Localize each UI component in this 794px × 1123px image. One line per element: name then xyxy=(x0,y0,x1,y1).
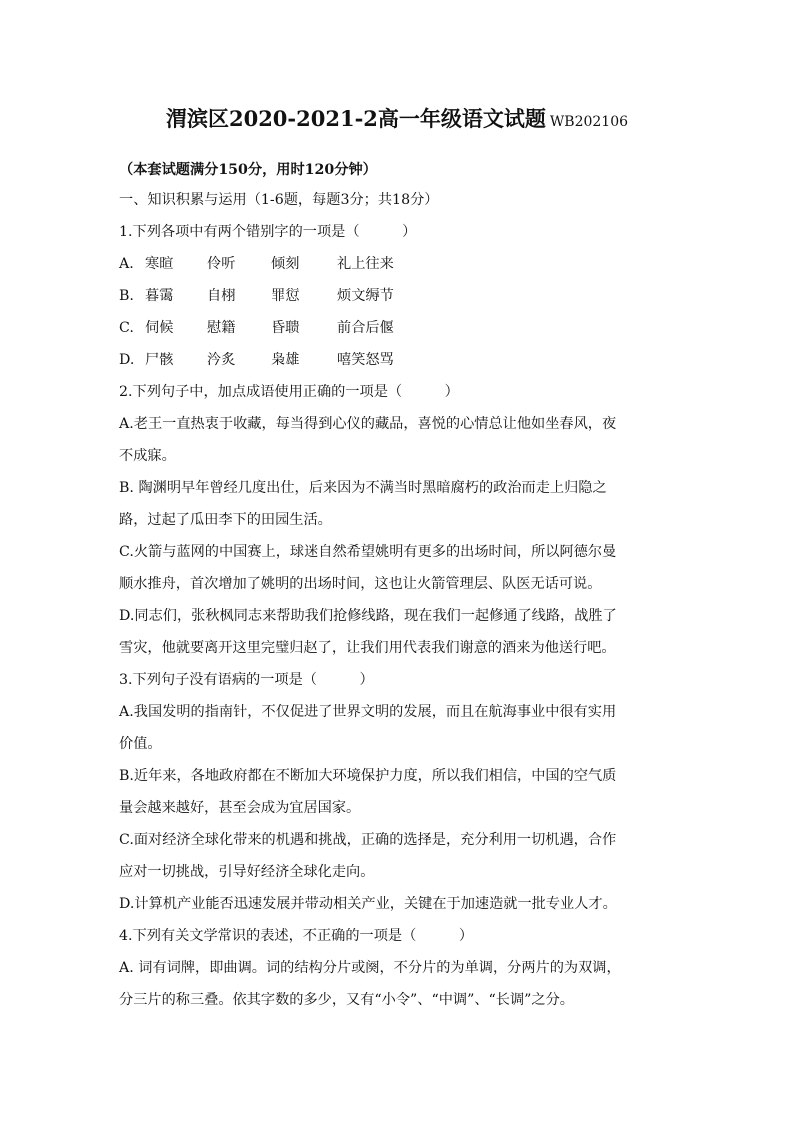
question-1-option-c xyxy=(119,318,679,338)
question-2-line: A.老王一直热衷于收藏，每当得到心仪的藏品，喜悦的心情总让他如坐春风，夜 xyxy=(119,416,617,432)
option-label: D. xyxy=(119,352,135,368)
question-3-line: 应对一切挑战，引导好经济全球化走向。 xyxy=(119,864,375,880)
option-word: 昏聩 xyxy=(271,320,300,336)
option-label: B. xyxy=(119,288,134,304)
question-1-stem: 1.下列各项中有两个错别字的一项是（ ） xyxy=(119,224,417,240)
question-2-line: C.火箭与蓝网的中国赛上，球迷自然希望姚明有更多的出场时间，所以阿德尔曼 xyxy=(119,544,617,560)
option-word: 烦文缛节 xyxy=(337,288,394,304)
question-3-line: C.面对经济全球化带来的机遇和挑战，正确的选择是，充分利用一切机遇，合作 xyxy=(119,832,617,848)
option-word: 尸骸 xyxy=(145,352,174,368)
question-2-line: D.同志们，张秋枫同志来帮助我们抢修线路，现在我们一起修通了线路，战胜了 xyxy=(119,608,617,624)
question-2-line: 路，过起了瓜田李下的田园生活。 xyxy=(119,512,332,528)
question-4-stem: 4.下列有关文学常识的表述，不正确的一项是（ ） xyxy=(119,928,474,944)
option-word: 礼上往来 xyxy=(337,256,394,272)
question-3-line: 量会越来越好，甚至会成为宜居国家。 xyxy=(119,800,361,816)
option-word: 暮霭 xyxy=(145,288,174,304)
question-3-line: D.计算机产业能否迅速发展并带动相关产业，关键在于加速造就一批专业人才。 xyxy=(119,896,617,912)
question-2-line: 雪灾，他就要离开这里完璧归赵了，让我们用代表我们谢意的酒来为他送行吧。 xyxy=(119,640,616,656)
question-1-option-b xyxy=(119,286,679,306)
question-1-option-d xyxy=(119,350,679,370)
option-word: 枭雄 xyxy=(271,352,300,368)
option-word: 伺候 xyxy=(145,320,174,336)
question-3-stem: 3.下列句子没有语病的一项是（ ） xyxy=(119,672,374,688)
question-2-line: 顺水推舟，首次增加了姚明的出场时间，这也让火箭管理层、队医无话可说。 xyxy=(119,576,602,592)
subtitle: （本套试题满分150分，用时120分钟） xyxy=(119,162,377,178)
option-word: 自栩 xyxy=(207,288,236,304)
option-label: C. xyxy=(119,320,134,336)
option-word: 寒暄 xyxy=(145,256,174,272)
question-3-line: B.近年来，各地政府都在不断加大环境保护力度，所以我们相信，中国的空气质 xyxy=(119,768,617,784)
section-heading: 一、知识积累与运用（1-6题，每题3分；共18分） xyxy=(119,192,439,208)
question-4-line: 分三片的称三叠。依其字数的多少，又有“小令”、“中调”、“长调”之分。 xyxy=(119,992,574,1008)
exam-code: WB202106 xyxy=(549,114,629,130)
option-word: 罪愆 xyxy=(271,288,300,304)
option-label: A. xyxy=(119,256,134,272)
question-3-line: A.我国发明的指南针，不仅促进了世界文明的发展，而且在航海事业中很有实用 xyxy=(119,704,617,720)
question-2-line: B. 陶渊明早年曾经几度出仕，后来因为不满当时黑暗腐朽的政治而走上归隐之 xyxy=(119,480,607,496)
question-3-line: 价值。 xyxy=(119,736,162,752)
title-text: 渭滨区2020-2021-2高一年级语文试题 xyxy=(165,106,546,131)
option-word: 伶听 xyxy=(207,256,236,272)
option-word: 慰籍 xyxy=(207,320,236,336)
option-word: 汵炙 xyxy=(207,352,236,368)
question-1-option-a xyxy=(119,254,679,274)
option-word: 嘻笑怒骂 xyxy=(337,352,394,368)
question-2-line: 不成寐。 xyxy=(119,448,176,464)
question-2-stem: 2.下列句子中，加点成语使用正确的一项是（ ） xyxy=(119,384,459,400)
page-title xyxy=(0,104,794,137)
question-4-line: A. 词有词牌，即曲调。词的结构分片或阕，不分片的为单调，分两片的为双调， xyxy=(119,960,621,976)
option-word: 前合后偃 xyxy=(337,320,394,336)
option-word: 倾刻 xyxy=(271,256,300,272)
